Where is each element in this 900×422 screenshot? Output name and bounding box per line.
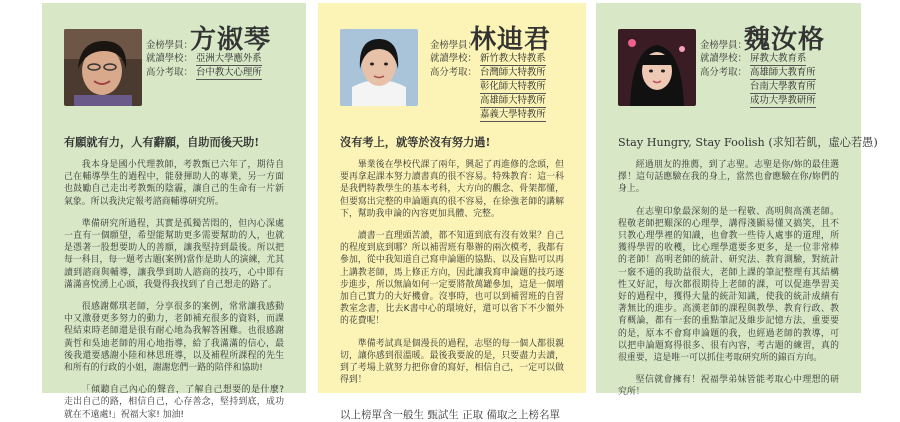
testimonial-title: 沒有考上，就等於沒有努力過! (340, 135, 491, 149)
admit-value: 嘉義大學特教所 (480, 109, 546, 120)
school-label: 就讀學校： (430, 53, 477, 64)
admit-value: 台中教大心理所 (196, 67, 262, 78)
admit-label: 高分考取： (700, 67, 747, 78)
school-value: 屏教大教育系 (750, 53, 807, 64)
student-label: 金榜學員： (700, 40, 747, 51)
student-label: 金榜學員： (430, 40, 477, 51)
testimonial-title: Stay Hungry, Stay Foolish (求知若飢，虛心若愚) (618, 136, 878, 149)
testimonial-paragraph: 堅信就會擁有！祝福學弟妹皆能考取心中理想的研究所！ (618, 375, 839, 398)
student-info (146, 39, 262, 80)
student-name: 魏汝格 (744, 25, 826, 55)
testimonial-paragraph: 我本身是國小代理教師，考教甄已六年了，期待自己在輔導學生的過程中，能發揮助人的專業，另一方面也鼓勵自己走出考教甄的陰霾，讓自己的生命有一片新氣象。所以我決定報考諮商輔導研究所。 (64, 160, 284, 207)
testimonial-paragraph: 準備考試真是個漫長的過程，志堅的每一個人都很親切，讓你感到很溫暖。最後我要說的是，只要盡力去讀，到了考場上就努力把你會的寫好，相信自己，一定可以做得到！ (340, 338, 564, 386)
student-name: 林迪君 (470, 25, 552, 55)
student-card-2 (318, 3, 586, 393)
admit-label: 高分考取： (146, 67, 193, 78)
school-value: 亞洲大學應外系 (196, 53, 262, 64)
school-label: 就讀學校： (146, 53, 193, 64)
school-value: 新竹教大特教系 (480, 53, 546, 64)
student-info (430, 39, 546, 122)
testimonial-paragraph: 「傾聽自己內心的聲音，了解自己想要的是什麼? 走出自己的路，相信自己，心存善念，堅持到底，成功就在不遠處!」祝福大家! 加油! (64, 385, 284, 420)
testimonial-paragraph: 讀書一直理頭苦讀，都不知道到底有沒有效果？自己的程度到底到哪？所以補習班有舉辦的兩次模考，我都有參加，從中我知道自己寫申論題的協點、以及盲點可以再上講教老師，馬上修正方向，因此讓我寫申論題的技巧逐步進步，所以無論如何一定要將散萬罐參加，這是一個增加自己實力的大好機會。沒事時，也可以到補習班的自習教室念書，比去K書中心的環境好，還可以省下不少額外的花費呢！ (340, 231, 564, 327)
admit-value: 台南大學教育所 (750, 81, 816, 92)
student-photo (64, 29, 142, 106)
testimonial-paragraph: 畢業後在學校代課了兩年，興起了再進修的念頭，但要再拿起課本努力讀書真的很不容易。特殊教育：這一科是我們特教學生的基本考科，大方向的觀念、骨架都懂，但要寫出完整的申論題真的很不容易，在徐強老師的講解下，幫助我申論的內容更加具體、完整。 (340, 160, 564, 219)
student-name: 方淑琴 (190, 25, 272, 55)
testimonial-body (618, 159, 839, 399)
testimonial-paragraph: 準備研究所過程，其實是孤獨苦悶的，但內心深處一直有一個願望，希望能幫助更多需要幫助的人，也就是憑著一股想要助人的善願，讓我堅持到最後。所以把每一科目，每一題考古題(案例)當作是助人的演練，尤其讀到諮商與輔導，讓我學到助人諮商的技巧，心中即有滿滿喜悅湧上心頭，我覺得我找到了自己想走的路了。 (64, 218, 284, 290)
testimonial-title: 有願就有力，人有辭願，自助而後天助! (64, 135, 260, 149)
admit-value: 成功大學教研所 (750, 95, 816, 106)
student-photo (618, 29, 696, 106)
admit-value: 彰化師大特教所 (480, 81, 546, 92)
school-label: 就讀學校： (700, 53, 747, 64)
card-header (618, 3, 839, 121)
testimonial-body (340, 159, 564, 386)
admit-label: 高分考取： (430, 67, 477, 78)
admit-value: 高雄師大教育所 (750, 67, 816, 78)
admit-value: 台灣師大特教所 (480, 67, 546, 78)
student-card-1 (42, 3, 306, 420)
admit-value: 高雄師大特教所 (480, 95, 546, 106)
footer-note: 以上榜單含一般生 甄試生 正取 備取之上榜名單 (339, 409, 560, 421)
testimonial-paragraph: 在志聖印象最深刻的是一程敬、高明與高漢老師。程敬老師把艱深的心理學，講得淺顯易懂又搞笑，且不只教心理學裡的知識，也會教一些待人處事的道理，所獲得學習的收穫，比心理學還要多更多，是一位非常棒的老師！高明老師的統計、研究法、教育測驗，對統計一竅不通的我助益很大，老師上課的筆記整理有其結構性又好記，每次都很期待上老師的課，可以促進學習美好的過程中，獲得大量的統計知識，使我的統計成績有著無比的進步。高漢老師的課程與教學、教育行政、教育概論，都有一套的重點筆記及維步記憶方法，重要要的是，原本不會寫申論題的我，也經過老師的教導，可以把申論題寫得很多、很有內容，考古題的練習，真的很重要，這是唯一可以抓住考取研究所的錦百方向。 (618, 206, 839, 364)
testimonial-body (64, 159, 284, 421)
testimonial-paragraph: 很感謝鄭琪老師，分享很多的案例，常常讓我感動中又激發更多努力的動力，老師補充很多的資料，而課程結束時老師還是很有耐心地為我解答困難。也很感謝黃哲和吳迪老師的用心地指導，給了我滿滿的信心，最後我還要感謝小陸和林思班導，以及補程所課程的先生和所有的行政的小姐，謝謝您們一路的陪伴和協助! (64, 302, 284, 374)
card-header (64, 3, 284, 121)
card-header (340, 3, 564, 121)
student-photo (340, 29, 418, 106)
testimonial-paragraph: 經過朋友的推薦，到了志聖。志聖是你/妳的最佳選擇！這句話應驗在我的身上，當然也會應驗在你/妳們的身上。 (618, 160, 839, 195)
student-label: 金榜學員： (146, 40, 193, 51)
student-info (700, 39, 816, 108)
student-card-3 (596, 3, 878, 398)
